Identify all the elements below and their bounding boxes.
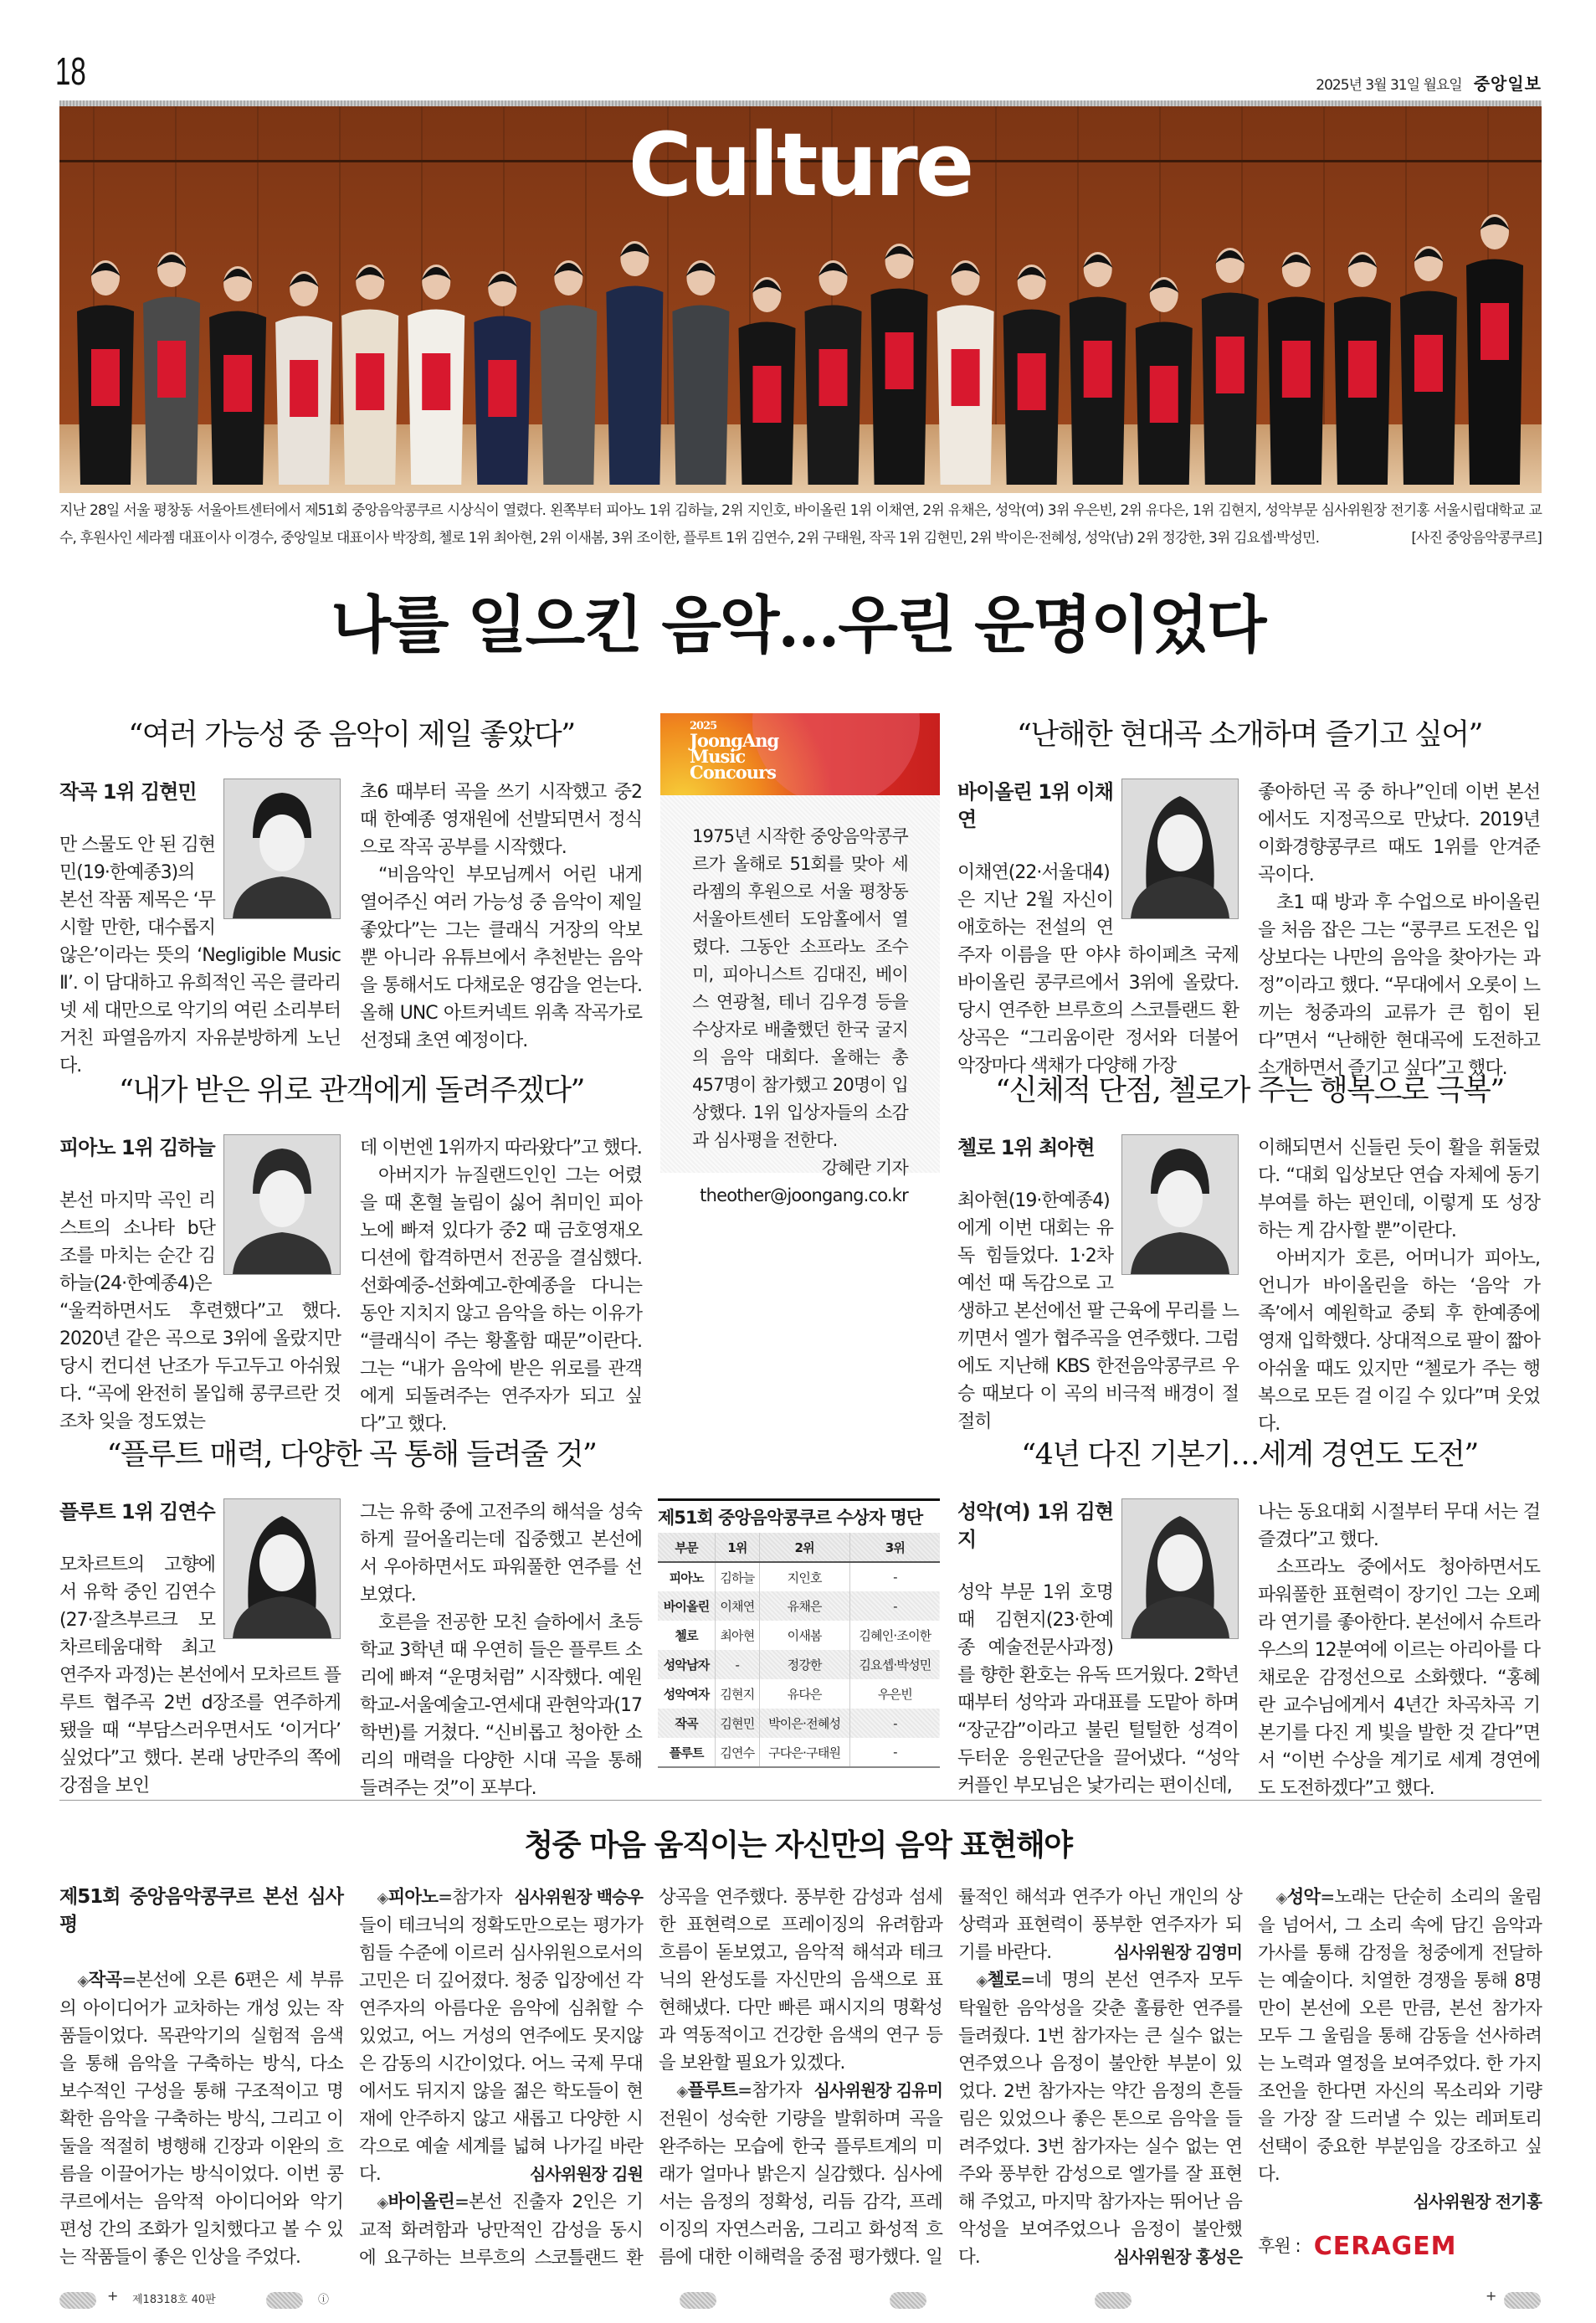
judge-signature: 심사위원장 전기홍	[1413, 2192, 1542, 2212]
winner-portrait	[223, 1134, 341, 1275]
certificate-folder	[819, 349, 848, 406]
diamond-bullet-icon	[78, 1970, 89, 1991]
reporter-byline: 강혜란 기자	[821, 1158, 908, 1178]
winner-article	[957, 1438, 1542, 1799]
concours-banner	[660, 713, 940, 795]
review-text: =네 명의 본선 연주자 모두 탁월한 음악성을 갖춘 훌륭한 연주를 들려줬다. 1번 참가자는 큰 실수 없는 연주였으나 음정이 불안한 부분이 있었다. 2번 참가자는 약간 음정의 흔들림은 있었으나 좋은 톤으로 음악을 들려주었다. 3번 참가자는 실수 없는 연주와 풍부한 감성으로 엘가를 잘 표현해 주었고, 마지막 참가자는 뛰어난 음악성을 보여주었으나 음정이 불안했다.	[958, 1970, 1242, 2268]
article-quote-headline: “4년 다진 기본기…세계 경연도 도전”	[1021, 1438, 1478, 1472]
concours-info-box	[660, 713, 940, 1205]
table-cell: 최아현	[716, 1621, 759, 1650]
reviews-title: 제51회 중앙음악콩쿠르 본선 심사평	[59, 1886, 343, 1935]
table-cell: 지인호	[759, 1562, 849, 1591]
article-column	[360, 779, 642, 1055]
review-text: =본선에 오른 6편은 세 부류의 아이디어가 교차하는 개성 있는 작품들이었다. 목관악기의 실험적 음색을 통해 음악을 구축하는 방식, 다소 보수적인 구성을 통해 구조적이고 명확한 음악을 구축하는 방식, 그리고 이 둘을 적절히 병행해 긴장과 이완의 흐름을 이끌어가는 방식이었다. 이번 콩쿠르에서는 음악적 아이디어와 악기 편성 간의 조화가 일치했다고 볼 수 있는 작품들이 좋은 인상을 주었다.	[59, 1970, 343, 2268]
registration-mark	[1504, 2292, 1541, 2309]
table-row	[658, 1562, 940, 1591]
sponsor	[1258, 2233, 1542, 2260]
diamond-bullet-icon	[377, 2192, 388, 2213]
review-category: 피아노	[387, 1887, 439, 1908]
certificate-folder	[952, 349, 980, 406]
table-row	[658, 1709, 940, 1738]
table-cell: 김하늘	[716, 1562, 759, 1591]
certificate-folder	[1216, 337, 1244, 393]
winner-portrait	[1121, 1134, 1239, 1275]
article-column	[59, 1134, 341, 1436]
certificate-folder	[1414, 335, 1443, 392]
table-cell: 우은빈	[849, 1679, 940, 1709]
certificate-folder	[422, 353, 450, 410]
judge-signature: 심사위원장 백승우	[514, 1887, 643, 1907]
certificate-folder	[752, 366, 781, 423]
review-text: =참가자들이 테크닉의 정확도만으로는 평가가 힘들 수준에 이르러 심사위원으로서의 고민은 더 깊어졌다. 청중 입장에선 각 연주자의 아름다운 음악에 심취할 수 있었고, 어느 거성의 연주에도 못지않은 감동의 시간이었다. 어느 국제 무대에서도 뒤지지 않을 젊은 학도들이 현재에 안주하지 않고 새롭고 다양한 시각으로 예술 세계를 넓혀 나가길 바란다.	[359, 1887, 643, 2185]
winner-portrait	[223, 1498, 341, 1639]
review-category: 첼로	[987, 1970, 1021, 1991]
article-quote-headline: “여러 가능성 중 음악이 제일 좋았다”	[128, 718, 575, 752]
table-row	[658, 1591, 940, 1621]
winners-table-title: 제51회 중앙음악콩쿠르 수상자 명단	[658, 1508, 923, 1528]
review-text: =노래는 단순히 소리의 울림을 넘어서, 그 소리 속에 담긴 음악과 가사를 통해 감정을 청중에게 전달하는 예술이다. 치열한 경쟁을 통해 8명만이 본선에 오른 만큼, 본선 참가자 모두 그 울림을 통해 감동을 선사하려는 노력과 열정을 보여주었다. 한 가지 조언을 한다면 자신의 목소리와 기량을 가장 잘 드러낼 수 있는 레퍼토리 선택이 중요한 부분임을 강조하고 싶다.	[1258, 1887, 1542, 2185]
article-paragraph: 초6 때부터 곡을 쓰기 시작했고 중2 때 한예종 영재원에 선발되면서 정식으로 작곡 공부를 시작했다.	[360, 782, 642, 858]
article-column	[1258, 1134, 1540, 1438]
certificate-folder	[91, 349, 120, 406]
article-paragraph: 초1 때 방과 후 수업으로 바이올린을 처음 잡은 그는 “콩쿠르 도전은 입상보다는 나만의 음악을 찾아가는 과정”이라고 했다. “무대에서 오롯이 느끼는 청중과의 교류가 큰 힘이 된다”면서 “난해한 현대곡에 도전하고 소개하면서 즐기고 싶다”고 했다.	[1258, 892, 1540, 1079]
award-ceremony-image	[59, 106, 1542, 493]
issue-date: 2025년 3월 31일 월요일	[1316, 77, 1462, 94]
certificate-folder	[1282, 341, 1311, 398]
photo-caption	[59, 497, 1542, 552]
table-cell: 김현지	[716, 1679, 759, 1709]
winner-name-subhead: 바이올린 1위 이채연	[957, 780, 1113, 831]
winner-article	[957, 1074, 1542, 1435]
table-cell: 작곡	[675, 1716, 698, 1731]
table-cell: 이새봄	[759, 1621, 849, 1650]
certificate-folder	[356, 353, 384, 410]
culture-section-title: Culture	[628, 114, 972, 216]
table-cell: -	[716, 1650, 759, 1679]
wall-panel-seam	[995, 106, 997, 424]
table-cell: -	[849, 1591, 940, 1621]
table-cell: 박이은·전혜성	[759, 1709, 849, 1738]
certificate-folder	[1348, 341, 1377, 398]
table-cell: 유채은	[759, 1591, 849, 1621]
diamond-bullet-icon	[377, 1887, 388, 1908]
table-row	[658, 1738, 940, 1767]
certificate-folder	[488, 360, 516, 417]
article-quote-headline: “신체적 단점, 첼로가 주는 행복으로 극복”	[995, 1074, 1504, 1108]
table-cell: 정강한	[759, 1650, 849, 1679]
judge-signature: 심사위원장 김영미	[1113, 1942, 1242, 1962]
article-paragraph: 그는 유학 중에 고전주의 해석을 성숙하게 끌어올리는데 집중했고 본선에서 우아하면서도 파워풀한 연주를 선보였다.	[360, 1502, 642, 1606]
article-paragraph: 모차르트의 고향에서 유학 중인 김연수(27·잘츠부르크 모차르테움대학 최고연주자 과정)는 본선에서 모차르트 플루트 협주곡 2번 d장조를 연주하게 됐을 때 “부담스러우면서도 ‘이거다’ 싶었다”고 했다. 본래 낭만주의 쪽에 강점을 보인	[59, 1555, 341, 1796]
table-cell: 김요셉·박성민	[849, 1650, 940, 1679]
page-headline: 나를 일으킨 음악…우린 운명이었다	[331, 589, 1265, 661]
sponsor-label: 후원 :	[1258, 2236, 1301, 2256]
article-column	[360, 1134, 642, 1438]
article-paragraph: 아버지가 호른, 어머니가 피아노, 언니가 바이올린을 하는 ‘음악 가족’에서 예원학교 중퇴 후 한예종에 영재 입학했다. 상대적으로 팔이 짧아 아쉬울 때도 있지만 “첼로가 주는 행복으로 모든 걸 이길 수 있다”며 웃었다.	[1258, 1248, 1540, 1435]
article-column	[59, 1498, 341, 1800]
review-text: =참가자 전원이 성숙한 기량을 발휘하며 곡을 완주하는 모습에 한국 플루트계의 미래가 얼마나 밝은지 실감했다. 심사에서는 음정의 정확성, 리듬 감각, 프레이징의 자연스러움, 그리고 화성적 흐름에 대한 이해력을 중점 평가했다. 일률적인 해석과 연주가 아닌 개인의 상상력과 표현력이 풍부한 연주자가 되기를 바란다.	[659, 1887, 1242, 2268]
article-paragraph: 만 스물도 안 된 김현민(19·한예종3)의 본선 작품 제목은 ‘무시할 만한, 대수롭지 않은’이라는 뜻의 ‘Negligible Music Ⅱ’. 이 담대하고 유희적인 곡은 클라리넷 세 대만으로 악기의 여린 소리부터 거친 파열음까지 자유분방하게 노닌다.	[59, 835, 341, 1077]
article-column	[957, 1134, 1239, 1436]
diamond-bullet-icon	[1276, 1887, 1287, 1908]
table-row	[658, 1650, 940, 1679]
certificate-folder	[1018, 353, 1046, 410]
diamond-bullet-icon	[977, 1970, 988, 1991]
portrait-image	[224, 779, 340, 918]
table-cell: 플루트	[669, 1745, 704, 1760]
winner-article	[59, 1438, 644, 1799]
article-paragraph: 나는 동요대회 시절부터 무대 서는 걸 즐겼다”고 했다.	[1258, 1502, 1540, 1550]
winners-table-box	[658, 1498, 940, 1768]
winner-name-subhead: 플루트 1위 김연수	[59, 1500, 215, 1524]
table-cell: 바이올린	[663, 1599, 710, 1614]
table-cell: 첼로	[675, 1628, 698, 1643]
article-paragraph: 이채연(22·서울대4)은 지난 2월 자신이 애호하는 전설의 연주자 이름을 딴 야샤 하이페츠 국제 바이올린 콩쿠르에서 3위에 올랐다. 당시 연주한 브루흐의 스코틀랜드 환상곡은 “그리움이란 정서와 더불어 악장마다 색채가 다양해 가장	[957, 862, 1239, 1077]
review-category: 플루트	[687, 2080, 738, 2101]
concours-logo: 2025 JoongAng Music Concours	[690, 720, 779, 783]
certificate-folder	[1084, 341, 1112, 398]
table-column-header: 2위	[759, 1533, 849, 1562]
table-cell: 김현민	[716, 1709, 759, 1738]
certificate-folder	[223, 355, 252, 412]
plus-mark-icon: +	[1486, 2288, 1497, 2304]
diamond-bullet-icon	[677, 2080, 688, 2101]
article-paragraph: 데 이번엔 1위까지 따라왔다”고 했다.	[360, 1138, 642, 1159]
winner-portrait	[1121, 1498, 1239, 1639]
article-quote-headline: “내가 받은 위로 관객에게 돌려주겠다”	[119, 1074, 584, 1108]
portrait-image	[1122, 779, 1238, 918]
registration-mark	[680, 2292, 716, 2309]
table-top-rule	[658, 1498, 940, 1501]
portrait-image	[224, 1135, 340, 1274]
caption-text: 지난 28일 서울 평창동 서울아트센터에서 제51회 중앙음악콩쿠르 시상식이 열렸다. 왼쪽부터 피아노 1위 김하늘, 2위 지인호, 바이올린 1위 이채연, 2위 유채은, 성악(여) 3위 우은빈, 2위 유다은, 1위 김현지, 성악부문 심사위원장 전기홍 서울시립대학교 교수, 후원사인 세라젬 대표이사 이경수, 중앙일보 대표이사 박장희, 첼로 1위 최아현, 2위 이새봄, 3위 조이한, 플루트 1위 김연수, 2위 구태원, 작곡 1위 김현민, 2위 박이은·전혜성, 성악(남) 2위 정강한, 3위 김요셉·박성민.	[59, 502, 1542, 547]
article-column	[1258, 779, 1540, 1082]
wall-panel-seam	[339, 106, 341, 424]
winner-portrait	[1121, 779, 1239, 919]
article-paragraph: 호른을 전공한 모친 슬하에서 초등학교 3학년 때 우연히 들은 플루트 소리에 빠져 “운명처럼” 시작했다. 예원학교-서울예술고-연세대 관현악과(17학번)를 거쳤다. “신비롭고 청아한 소리의 매력을 다양한 시대 곡을 통해 들려주는 것”이 포부다.	[360, 1612, 642, 1799]
article-column	[360, 1498, 642, 1802]
article-column	[59, 779, 341, 1080]
review-category: 작곡	[88, 1970, 122, 1991]
reviews-headline: 청중 마음 움직이는 자신만의 음악 표현해야	[524, 1827, 1072, 1863]
review-category: 바이올린	[387, 2192, 454, 2213]
info-box-text: 1975년 시작한 중앙음악콩쿠르가 올해로 51회를 맞아 세라젬의 후원으로 서울 평창동 서울아트센터 도암홀에서 열렸다. 그동안 소프라노 조수미, 피아니스트 김대진, 베이스 연광철, 테너 김우경 등을 수상자로 배출했던 한국 굴지의 음악 대회다. 올해는 총 457명이 참가했고 20명이 입상했다. 1위 입상자들의 소감과 심사평을 전한다.	[692, 826, 908, 1150]
issue-number: 제18318호 40판	[132, 2294, 216, 2306]
registration-mark	[266, 2292, 303, 2309]
table-cell: 성악남자	[663, 1657, 710, 1673]
table-cell: 피아노	[669, 1570, 704, 1585]
article-paragraph: 본선 마지막 곡인 리스트의 소나타 b단조를 마치는 순간 김하늘(24·한예종4)은 “울컥하면서도 후련했다”고 했다. 2020년 같은 곡으로 3위에 올랐지만 당시 컨디션 난조가 두고두고 아쉬웠다. “곡에 완전히 몰입해 콩쿠르란 것조차 잊을 정도였는	[59, 1190, 341, 1432]
certificate-folder	[157, 341, 186, 398]
section-divider	[59, 1800, 1542, 1801]
certificate-folder	[885, 332, 914, 389]
review-text: =본선 진출자 2인은 기교적 화려함과 낭만적인 감성을 동시에 요구하는 브루흐의 스코틀랜드 환상곡을 연주했다. 풍부한 감성과 섬세한 표현력으로 프레이징의 유려함과 흐름이 돋보였고, 음악적 해석과 테크닉의 완성도를 자신만의 음색으로 표현해냈다. 다만 빠른 패시지의 명확성과 역동적이고 건강한 음색의 연구 등을 보완할 필요가 있겠다.	[359, 1887, 942, 2269]
table-cell: -	[849, 1738, 940, 1767]
article-quote-headline: “난해한 현대곡 소개하며 즐기고 싶어”	[1017, 718, 1482, 752]
info-box-body	[660, 795, 940, 1210]
table-cell: 김연수	[716, 1738, 759, 1767]
registration-mark	[890, 2292, 926, 2309]
table-row	[658, 1621, 940, 1650]
reporter-email[interactable]: theother@joongang.co.kr	[700, 1185, 908, 1205]
article-paragraph: 좋아하던 곡 중 하나”인데 이번 본선에서도 지정곡으로 만났다. 2019년 이화경향콩쿠르 때도 1위를 안겨준 곡이다.	[1258, 782, 1540, 886]
winner-article	[59, 718, 644, 1077]
table-row	[658, 1679, 940, 1709]
winners-table	[658, 1533, 940, 1768]
page-number: 18	[55, 49, 86, 93]
winner-article	[957, 718, 1542, 1079]
review-paragraph	[359, 1884, 643, 2188]
portrait-image	[224, 1499, 340, 1638]
article-column	[1258, 1498, 1540, 1802]
judge-signature: 심사위원장 홍성은	[1113, 2247, 1242, 2267]
certificate-folder	[1150, 366, 1178, 423]
table-column-header: 부문	[675, 1539, 698, 1555]
table-cell: -	[849, 1709, 940, 1738]
newspaper-logo: 중앙일보	[1473, 74, 1542, 94]
portrait-image	[1122, 1135, 1238, 1274]
wall-panel-seam	[1323, 106, 1325, 424]
article-column	[957, 779, 1239, 1080]
table-cell: 김혜인·조이한	[849, 1621, 940, 1650]
judge-signature: 심사위원장 김유미	[813, 2080, 942, 2100]
article-paragraph: 최아현(19·한예종4)에게 이번 대회는 유독 힘들었다. 1·2차 예선 때 독감으로 고생하고 본선에선 팔 근육에 무리를 느끼면서 엘가 협주곡을 연주했다. 그럼에도 지난해 KBS 한전음악콩쿠르 우승 때보다 이 곡의 비극적 배경이 절절히	[957, 1190, 1239, 1432]
winner-article	[59, 1074, 644, 1435]
review-paragraph	[1258, 1884, 1542, 2216]
table-column-header: 3위	[849, 1533, 940, 1562]
table-cell: 성악여자	[663, 1687, 710, 1702]
certificate-folder	[1481, 303, 1509, 360]
article-column	[957, 1498, 1239, 1800]
winner-name-subhead: 피아노 1위 김하늘	[59, 1136, 215, 1159]
winner-name-subhead: 작곡 1위 김현민	[59, 780, 197, 804]
article-quote-headline: “플루트 매력, 다양한 곡 통해 들려줄 것”	[106, 1438, 597, 1472]
article-paragraph: 이해되면서 신들린 듯이 활을 휘둘렀다. “대회 입상보단 연습 자체에 동기부여를 하는 편인데, 이렇게 또 성장하는 게 감사할 뿐”이란다.	[1258, 1138, 1540, 1241]
registration-mark	[1095, 2292, 1132, 2309]
info-mark-icon: ⓘ	[318, 2294, 330, 2306]
judge-signature: 심사위원장 김원	[529, 2164, 643, 2184]
review-category: 성악	[1286, 1887, 1321, 1908]
article-paragraph: “비음악인 부모님께서 어린 내게 열어주신 여러 가능성 중 음악이 제일 좋았다”는 그는 클래식 거장의 악보 뿐 아니라 유튜브에서 추천받는 음악을 통해서도 다채로운 영감을 얻는다. 올해 UNC 아트커넥트 위촉 작곡가로 선정돼 초연 예정이다.	[360, 865, 642, 1051]
award-ceremony-photo	[59, 106, 1542, 493]
photo-top-band	[59, 100, 1542, 106]
winner-name-subhead: 첼로 1위 최아현	[957, 1136, 1095, 1159]
winner-portrait	[223, 779, 341, 919]
table-column-header: 1위	[716, 1533, 759, 1562]
registration-mark	[59, 2292, 96, 2309]
article-paragraph: 소프라노 중에서도 청아하면서도 파워풀한 표현력이 장기인 그는 오페라 연기를 좋아한다. 본선에서 슈트라우스의 12분여에 이르는 아리아를 다채로운 감정선으로 소화했다. “홍혜란 교수님에게서 4년간 차곡차곡 기본기를 다진 게 빛을 발한 것 같다”면서 “이번 수상을 계기로 세계 경연에도 도전하겠다”고 했다.	[1258, 1557, 1540, 1799]
sponsor-logo: CERAGEM	[1313, 2232, 1457, 2261]
table-header-row	[658, 1533, 940, 1562]
table-cell: -	[849, 1562, 940, 1591]
portrait-image	[1122, 1499, 1238, 1638]
review-paragraph	[958, 1966, 1242, 2271]
article-paragraph: 성악 부문 1위 호명 때 김현지(23·한예종 예술전문사과정)를 향한 환호는 유독 뜨거웠다. 2학년 때부터 성악과 과대표를 도맡아 하며 “장군감”이라고 불린 털털한 성격이 두터운 응원군단을 끌어냈다. “성악 커플인 부모님은 낯가리는 편이신데,	[957, 1582, 1239, 1796]
table-cell: 유다은	[759, 1679, 849, 1709]
masthead	[1316, 70, 1542, 95]
certificate-folder	[290, 360, 318, 417]
winner-name-subhead: 성악(여) 1위 김현지	[957, 1500, 1113, 1551]
judges-reviews	[59, 1884, 1542, 2272]
photo-credit: [사진 중앙음악콩쿠르]	[1411, 530, 1542, 547]
article-paragraph: 아버지가 뉴질랜드인인 그는 어렸을 때 혼혈 놀림이 싫어 취미인 피아노에 빠져 있다가 중2 때 금호영재오디션에 합격하면서 전공을 결심했다. 선화예중-선화예고-한예종을 다니는 동안 지치지 않고 음악을 하는 이유가 “클래식이 주는 황홀함 때문”이란다. 그는 “내가 음악에 받은 위로를 관객에게 되돌려주는 연주자가 되고 싶다”고 했다.	[360, 1165, 642, 1435]
plus-mark-icon: +	[107, 2288, 119, 2304]
table-cell: 이채연	[716, 1591, 759, 1621]
table-cell: 구다은·구태원	[759, 1738, 849, 1767]
